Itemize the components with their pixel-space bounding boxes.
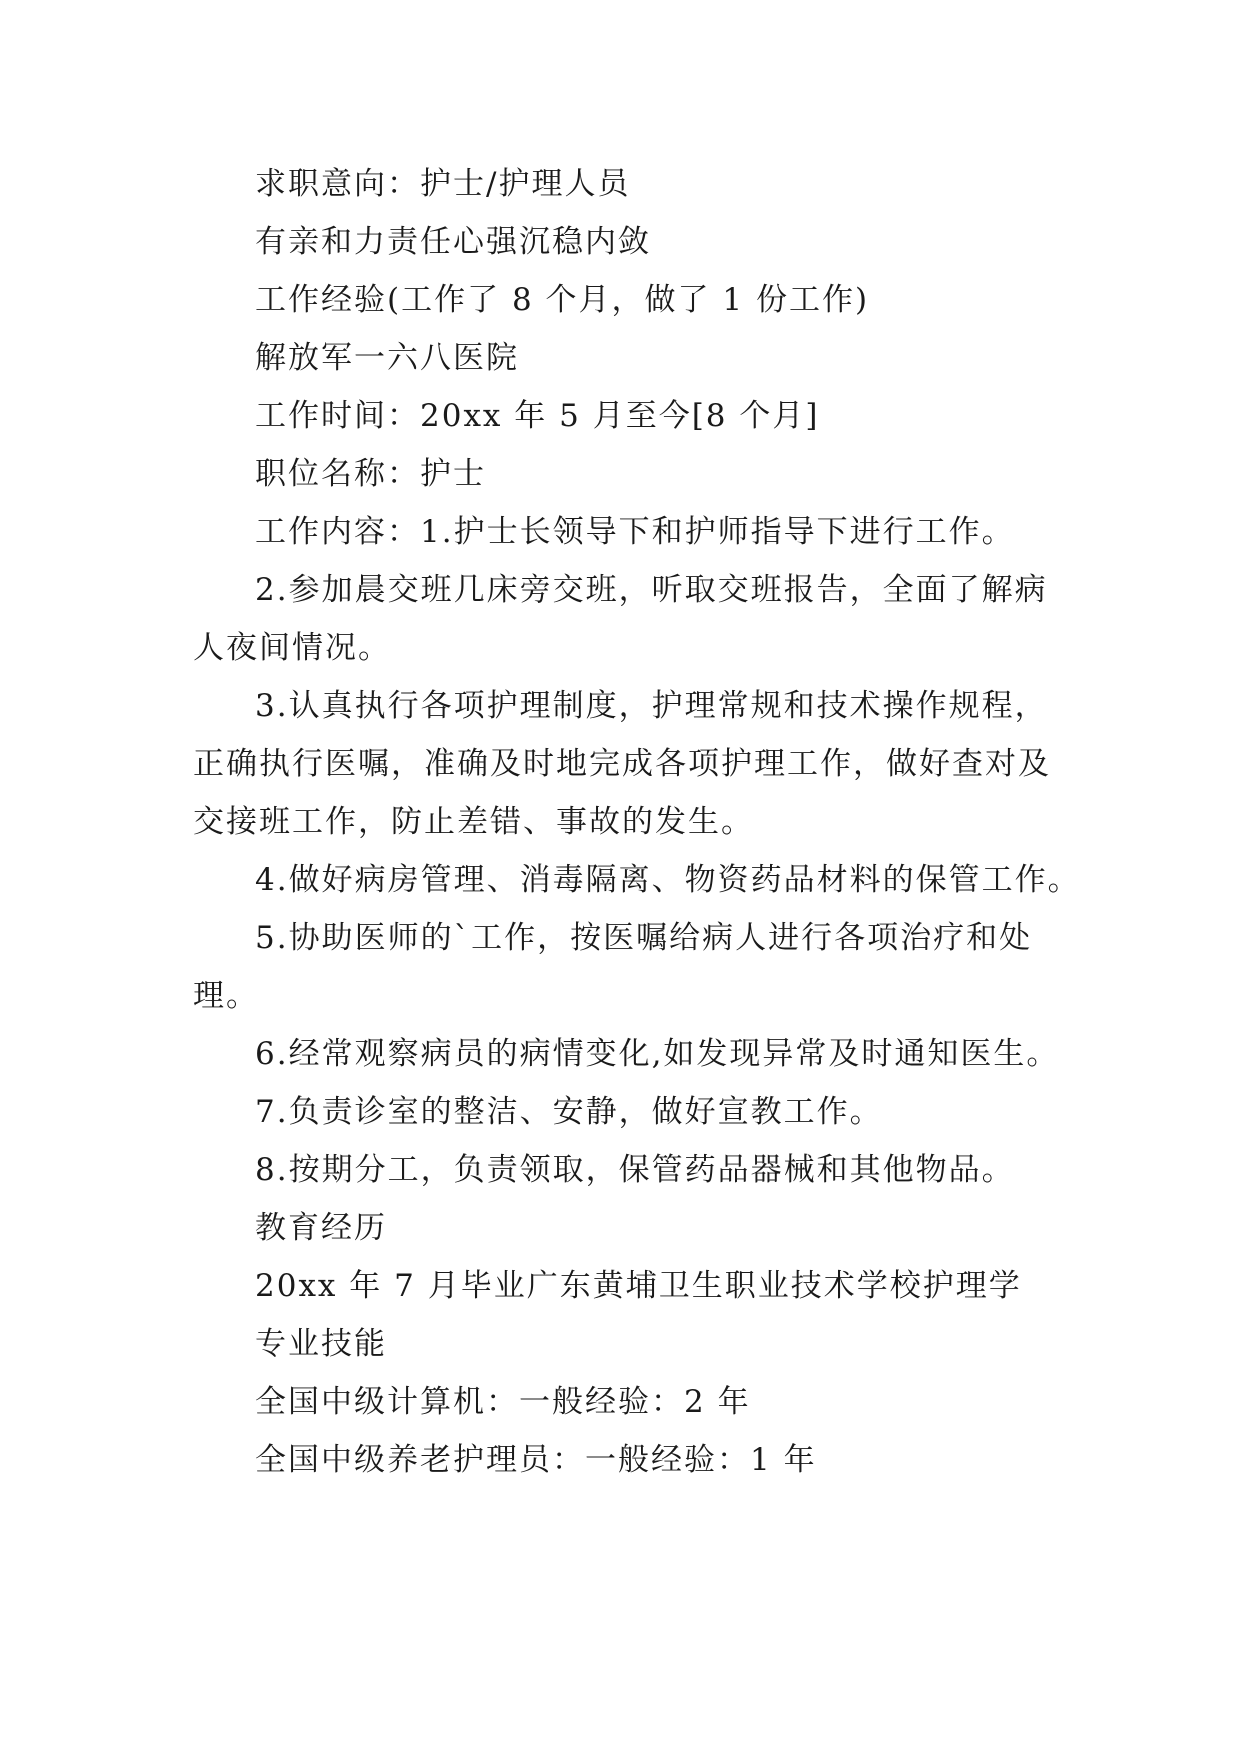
work-experience-summary: 工作经验(工作了 8 个月，做了 1 份工作) bbox=[255, 282, 870, 318]
document-body bbox=[193, 155, 1081, 1489]
personality-line: 有亲和力责任心强沉稳内敛 bbox=[255, 224, 651, 260]
duty-item-5: 5.协助医师的`工作，按医嘱给病人进行各项治疗和处 bbox=[255, 920, 1033, 956]
duty-item-2: 2.参加晨交班几床旁交班，听取交班报告，全面了解病 bbox=[255, 572, 1048, 608]
duty-item-1: 工作内容：1.护士长领导下和护师指导下进行工作。 bbox=[255, 514, 1015, 550]
duty-item-2-continued: 人夜间情况。 bbox=[193, 630, 391, 666]
skills-heading: 专业技能 bbox=[255, 1326, 387, 1362]
employer-name: 解放军一六八医院 bbox=[255, 340, 519, 376]
duty-item-3-continued-2: 交接班工作，防止差错、事故的发生。 bbox=[193, 804, 754, 840]
education-heading: 教育经历 bbox=[255, 1210, 387, 1246]
skill-computer: 全国中级计算机：一般经验：2 年 bbox=[255, 1384, 751, 1420]
job-intention-line: 求职意向：护士/护理人员 bbox=[255, 166, 631, 202]
education-entry: 20xx 年 7 月毕业广东黄埔卫生职业技术学校护理学 bbox=[255, 1268, 1022, 1304]
work-period: 工作时间：20xx 年 5 月至今[8 个月] bbox=[255, 398, 820, 434]
duty-item-8: 8.按期分工，负责领取，保管药品器械和其他物品。 bbox=[255, 1152, 1015, 1188]
duty-item-7: 7.负责诊室的整洁、安静，做好宣教工作。 bbox=[255, 1094, 883, 1130]
duty-item-5-continued: 理。 bbox=[193, 978, 259, 1014]
position-title: 职位名称：护士 bbox=[255, 456, 486, 492]
duty-item-4: 4.做好病房管理、消毒隔离、物资药品材料的保管工作。 bbox=[255, 862, 1081, 898]
skill-elderly-care: 全国中级养老护理员：一般经验：1 年 bbox=[255, 1442, 817, 1478]
duty-item-6: 6.经常观察病员的病情变化,如发现异常及时通知医生。 bbox=[255, 1036, 1060, 1072]
duty-item-3: 3.认真执行各项护理制度，护理常规和技术操作规程， bbox=[255, 688, 1048, 724]
duty-item-3-continued: 正确执行医嘱，准确及时地完成各项护理工作，做好查对及 bbox=[193, 746, 1051, 782]
